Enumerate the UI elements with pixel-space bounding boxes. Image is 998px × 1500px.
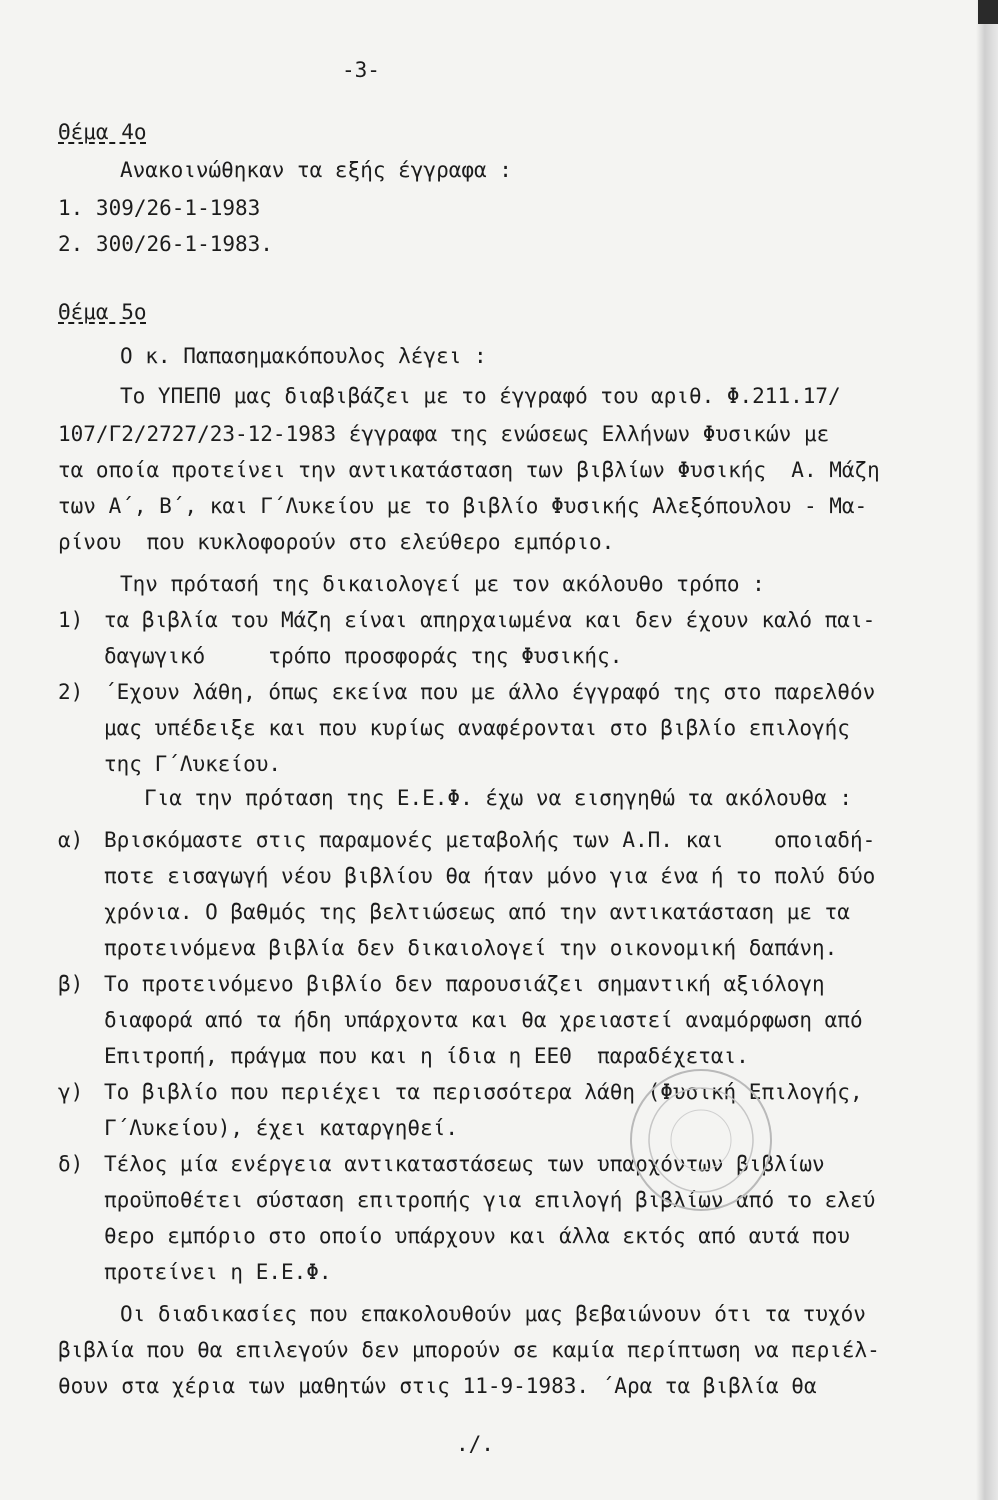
point-line: Επιτροπή, πράγμα που και η ίδια η ΕΕΘ παραδέχεται. [104, 1044, 749, 1068]
section-5-heading: Θέμα 5ο [58, 300, 147, 324]
paragraph-1-line: τα οποία προτείνει την αντικατάσταση των βιβλίων Φυσικής Α. Μάζη [58, 458, 880, 482]
point-line: Τέλος μία ενέργεια αντικαταστάσεως των υπαρχόντων βιβλίων [104, 1152, 825, 1176]
page-footer-continuation: ./. [456, 1432, 494, 1456]
point-line: Το βιβλίο που περιέχει τα περισσότερα λάθη (Φυσική Επιλογής, [104, 1080, 863, 1104]
section-4-heading: Θέμα 4ο [58, 120, 147, 144]
reason-label: 1) [58, 608, 84, 632]
point-line: Βρισκόμαστε στις παραμονές μεταβολής των Α.Π. και οποιαδή- [104, 828, 876, 852]
page-number: -3- [342, 58, 380, 82]
point-label: γ) [58, 1080, 84, 1104]
section-4-item: 1. 309/26-1-1983 [58, 196, 261, 220]
official-stamp-icon [626, 1065, 776, 1215]
paragraph-4-line: βιβλία που θα επιλεγούν δεν μπορούν σε καμία περίπτωση να περιέλ- [58, 1338, 880, 1362]
reason-line: ΄Εχουν λάθη, όπως εκείνα που με άλλο έγγραφό της στο παρελθόν [104, 680, 876, 704]
point-line: ποτε εισαγωγή νέου βιβλίου θα ήταν μόνο για ένα ή το πολύ δύο [104, 864, 876, 888]
reason-line: δαγωγικό τρόπο προσφοράς της Φυσικής. [104, 644, 623, 668]
reason-label: 2) [58, 680, 84, 704]
point-line: Το προτεινόμενο βιβλίο δεν παρουσιάζει σημαντική αξιόλογη [104, 972, 825, 996]
paragraph-3: Για την πρόταση της Ε.Ε.Φ. έχω να εισηγηθώ τα ακόλουθα : [144, 786, 853, 810]
point-label: β) [58, 972, 84, 996]
point-line: χρόνια. Ο βαθμός της βελτιώσεως από την αντικατάσταση με τα [104, 900, 850, 924]
point-label: α) [58, 828, 84, 852]
paragraph-1-line: των Α΄, Β΄, και Γ΄Λυκείου με το βιβλίο Φυσικής Αλεξόπουλου - Μα- [58, 494, 868, 518]
speaker-line: Ο κ. Παπασημακόπουλος λέγει : [120, 344, 487, 368]
point-line: προτείνει η Ε.Ε.Φ. [104, 1260, 332, 1284]
reason-line: μας υπέδειξε και που κυρίως αναφέρονται στο βιβλίο επιλογής [104, 716, 850, 740]
reason-line: τα βιβλία του Μάζη είναι απηρχαιωμένα και δεν έχουν καλό παι- [104, 608, 876, 632]
section-4-intro: Ανακοινώθηκαν τα εξής έγγραφα : [120, 158, 512, 182]
scan-edge-shadow [976, 0, 998, 1500]
paragraph-4-line: θουν στα χέρια των μαθητών στις 11-9-1983. ΄Αρα τα βιβλία θα [58, 1374, 817, 1398]
section-4-item: 2. 300/26-1-1983. [58, 232, 273, 256]
point-line: προτεινόμενα βιβλία δεν δικαιολογεί την οικονομική δαπάνη. [104, 936, 838, 960]
reason-line: της Γ΄Λυκείου. [104, 752, 282, 776]
point-line: διαφορά από τα ήδη υπάρχοντα και θα χρειαστεί αναμόρφωση από [104, 1008, 863, 1032]
point-line: προϋποθέτει σύσταση επιτροπής για επιλογή βιβλίων από το ελεύ [104, 1188, 876, 1212]
paragraph-4-line: Οι διαδικασίες που επακολουθούν μας βεβαιώνουν ότι τα τυχόν [120, 1302, 866, 1326]
paragraph-1-line: ρίνου που κυκλοφορούν στο ελεύθερο εμπόριο. [58, 530, 615, 554]
point-line: Γ΄Λυκείου), έχει καταργηθεί. [104, 1116, 459, 1140]
point-label: δ) [58, 1152, 84, 1176]
paragraph-1-line: 107/Γ2/2727/23-12-1983 έγγραφα της ενώσεως Ελλήνων Φυσικών με [58, 422, 830, 446]
paragraph-2: Την πρότασή της δικαιολογεί με τον ακόλουθο τρόπο : [120, 572, 765, 596]
paragraph-1-line: Το ΥΠΕΠΘ μας διαβιβάζει με το έγγραφό του αριθ. Φ.211.17/ [120, 384, 841, 408]
point-line: θερο εμπόριο στο οποίο υπάρχουν και άλλα εκτός από αυτά που [104, 1224, 850, 1248]
scan-corner-shadow [978, 0, 998, 24]
